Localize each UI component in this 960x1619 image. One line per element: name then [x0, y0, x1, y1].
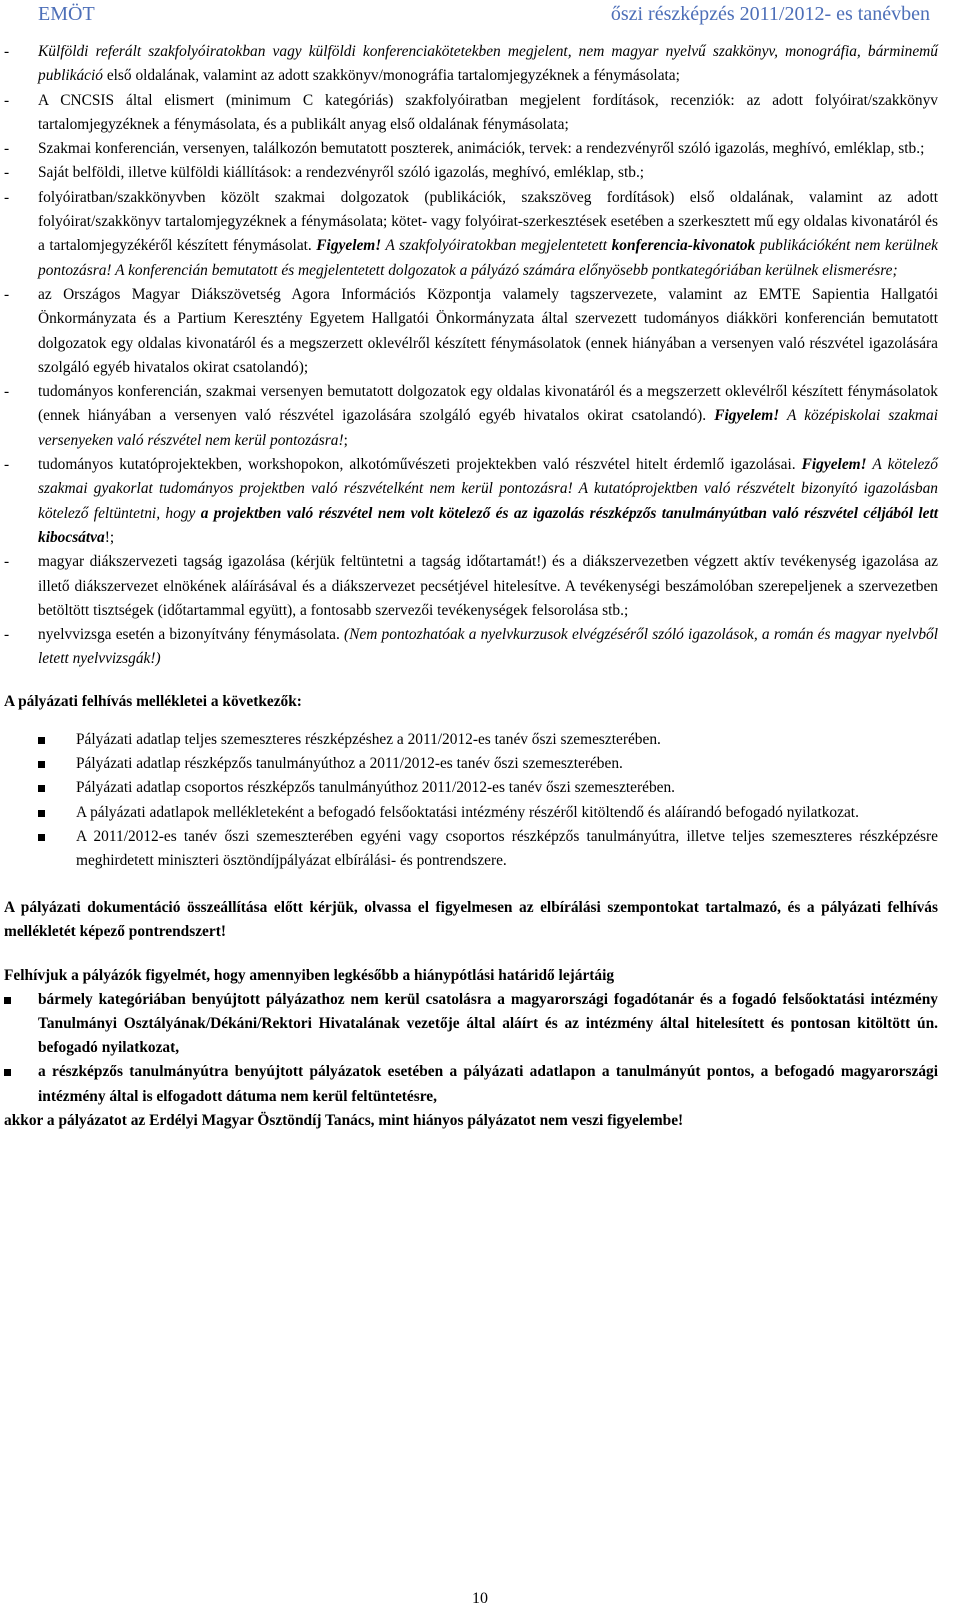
dash-bullet: -: [4, 626, 10, 644]
attention-text: bármely kategóriában benyújtott pályázathoz nem kerül csatolásra a magyarországi fogadótanár és a fogadó felsőoktatási intézmény Tanulmányi Osztályának/Dékáni/Rektori Hivatalának vezetője által aláírt és az intézmény által hitelesített és pontosan kitöltött ún. befogadó nyilatkozat,: [38, 990, 938, 1057]
dash-bullet: -: [4, 285, 10, 303]
requirement-text: Szakmai konferencián, versenyen, találkozón bemutatott poszterek, animációk, tervek: a rendezvényről szóló igazolás, meghívó, emléklap, stb.;: [38, 140, 925, 158]
requirement-item: [0, 161, 938, 185]
requirement-item: [0, 623, 938, 672]
attachment-text: Pályázati adatlap részképzős tanulmányúthoz a 2011/2012-es tanév őszi szemeszterében.: [76, 755, 623, 773]
attachment-text: Pályázati adatlap teljes szemeszteres részképzéshez a 2011/2012-es tanév őszi szemeszterében.: [76, 730, 661, 748]
requirement-text: nyelvvizsga esetén a bizonyítvány fénymásolata.: [38, 626, 345, 644]
requirement-text: ;: [343, 431, 348, 449]
dash-bullet: -: [4, 188, 10, 206]
requirement-text: Figyelem!: [801, 456, 867, 474]
requirements-list: [0, 40, 960, 672]
requirement-text: (Nem pontozhatóak a nyelvkurzusok elvégzéséről szóló igazolások, a román és magyar nyelvből letett nyelvvizsgák!): [38, 626, 938, 668]
attention-heading: Felhívjuk a pályázók figyelmét, hogy amennyiben legkésőbb a hiánypótlási határidő lejártáig: [4, 966, 615, 984]
requirement-text: magyar diákszervezeti tagság igazolása (kérjük feltüntetni a tagság időtartamát!) és a diákszervezetben végzett aktív tevékenység igazolása az illető diákszervezet elnökének aláírásával és a diákszervezet pecsétjével hitelesítve. A tevékenységi beszámolóban szerepeljenek a szervezetben betöltött tisztségek (időtartammal együtt), a fontosabb szervezői tevékenységek felsorolása stb.;: [38, 553, 938, 619]
dash-bullet: -: [4, 43, 10, 60]
attention-item: [0, 988, 938, 1061]
attachments-list: [0, 728, 960, 874]
attachment-text: A 2011/2012-es tanév őszi szemeszterében egyéni vagy csoportos részképzős tanulmányútra, illetve teljes szemeszteres részképzésre meghirdetett miniszteri ösztöndíjpályázat elbírálási- és pontrendszere.: [76, 827, 938, 870]
requirement-item: [0, 453, 938, 550]
requirement-text: konferencia-kivonatok: [611, 237, 756, 255]
requirement-item: [0, 380, 938, 453]
dash-bullet: -: [4, 553, 10, 571]
notice-paragraph: A pályázati dokumentáció összeállítása előtt kérjük, olvassa el figyelmesen az elbírálási szempontokat tartalmazó, és a pályázati felhívás mellékletét képező pontrendszert!: [4, 898, 938, 940]
requirement-text: első oldalának, valamint az adott szakkönyv/monográfia tartalomjegyzéknek a fénymásolata;: [102, 67, 680, 85]
requirement-item: [0, 283, 938, 380]
square-bullet-icon: [4, 1069, 11, 1076]
requirement-text: !;: [104, 528, 115, 546]
requirement-item: [0, 89, 938, 138]
requirement-item: [0, 550, 938, 623]
attachment-item: [0, 752, 938, 776]
attachment-item: [0, 776, 938, 800]
dash-bullet: -: [4, 164, 10, 182]
square-bullet-icon: [38, 810, 45, 817]
requirement-text: Figyelem!: [316, 237, 382, 255]
attention-list: [0, 988, 960, 1109]
attachment-text: A pályázati adatlapok mellékleteként a befogadó felsőoktatási intézmény részéről kitöltendő és aláírandó befogadó nyilatkozat.: [76, 803, 859, 821]
requirement-text: A CNCSIS által elismert (minimum C kategóriás) szakfolyóiratban megjelent fordítások, recenziók: az adott folyóirat/szakkönyv tartalomjegyzéknek a fénymásolata, és a publikált anyag első oldalának fénymásolata;: [38, 91, 938, 133]
requirement-item: [0, 40, 938, 89]
page-header: [0, 0, 960, 34]
square-bullet-icon: [38, 834, 45, 841]
attention-conclusion: akkor a pályázatot az Erdélyi Magyar Ösztöndíj Tanács, mint hiányos pályázatot nem veszi figyelembe!: [4, 1111, 684, 1129]
square-bullet-icon: [38, 785, 45, 792]
dash-bullet: -: [4, 91, 10, 109]
requirement-text: az Országos Magyar Diákszövetség Agora Információs Központja valamely tagszervezete, valamint az EMTE Sapientia Hallgatói Önkormányzata és a Partium Keresztény Egyetem Hallgatói Önkormányzata által szervezett tudományos diákköri konferencián bemutatott dolgozatok egy oldalas kivonatáról és a megszerzett oklevélről készített fénymásolatok (ennek hiányában a versenyen való részvétel igazolására szolgáló egyéb hivatalos okirat csatolandó);: [38, 285, 938, 376]
attachments-heading: A pályázati felhívás mellékletei a következők:: [4, 692, 302, 710]
requirement-text: Saját belföldi, illetve külföldi kiállítások: a rendezvényről szóló igazolás, meghívó, emléklap, stb.;: [38, 164, 645, 182]
dash-bullet: -: [4, 456, 10, 474]
requirement-text: A kötelező szakmai gyakorlat tudományos projektben való részvételként nem kerül pontozásra! A kutatóprojektben való részvételt bizonyító igazolásban kötelező feltüntetni, hogy: [38, 456, 938, 522]
requirement-text: publikációként nem kerülnek pontozásra! A konferencián bemutatott és megjelentetett dolgozatok a pályázó számára előnyösebb pontkategóriában kerülnek elismerésre;: [38, 237, 939, 279]
square-bullet-icon: [38, 737, 45, 744]
header-org-name: EMÖT: [38, 3, 95, 25]
requirement-text: tudományos kutatóprojektekben, workshopokon, alkotóművészeti projektekben való részvétel hitelt érdemlő igazolásai.: [38, 456, 802, 474]
attachment-item: [0, 825, 938, 874]
attachment-text: Pályázati adatlap csoportos részképzős tanulmányúthoz 2011/2012-es tanév őszi szemeszterében.: [76, 779, 676, 797]
header-program-title: őszi részképzés 2011/2012- es tanévben: [610, 3, 930, 25]
requirement-text: Külföldi referált szakfolyóiratokban vagy külföldi konferenciakötetekben megjelent, nem magyar nyelvű szakkönyv, monográfia, bárminemű publikáció: [38, 43, 938, 85]
square-bullet-icon: [38, 761, 45, 768]
attention-item: [0, 1060, 938, 1109]
attachment-item: [0, 801, 938, 825]
requirement-text: a projektben való részvétel nem volt kötelező és az igazolás részképzős tanulmányútban való részvétel céljából lett kibocsátva: [38, 504, 939, 546]
document-body: [0, 40, 960, 1133]
requirement-text: A szakfolyóiratokban megjelentetett: [381, 237, 612, 255]
dash-bullet: -: [4, 383, 10, 401]
requirement-text: folyóiratban/szakkönyvben közölt szakmai dolgozatok (publikációk, szakszöveg fordítások) első oldalának, valamint az adott folyóirat/szakkönyv tartalomjegyzéknek a fénymásolata; kötet- vagy folyóirat-szerkesztések esetében a szerkesztett mű egy oldalas kivonatáról és a tartalomjegyzékéről készített fénymásolat.: [38, 188, 938, 255]
attention-text: a részképzős tanulmányútra benyújtott pályázatok esetében a pályázati adatlapon a tanulmányút pontos, a befogadó magyarországi intézmény által is elfogadott dátuma nem kerül feltüntetésre,: [38, 1063, 938, 1105]
attachment-item: [0, 728, 938, 752]
dash-bullet: -: [4, 140, 10, 158]
requirement-item: [0, 186, 938, 283]
square-bullet-icon: [4, 997, 11, 1004]
requirement-text: Figyelem!: [714, 407, 780, 425]
requirement-item: [0, 137, 938, 161]
page-number: 10: [472, 1590, 488, 1607]
requirement-text: tudományos konferencián, szakmai versenyen bemutatott dolgozatok egy oldalas kivonatáról és a megszerzett oklevélről készített fénymásolatok (ennek hiányában a versenyen való részvétel igazolására szolgáló egyéb hivatalos okirat csatolandó).: [38, 383, 938, 425]
requirement-text: A középiskolai szakmai versenyeken való részvétel nem kerül pontozásra!: [38, 407, 939, 449]
